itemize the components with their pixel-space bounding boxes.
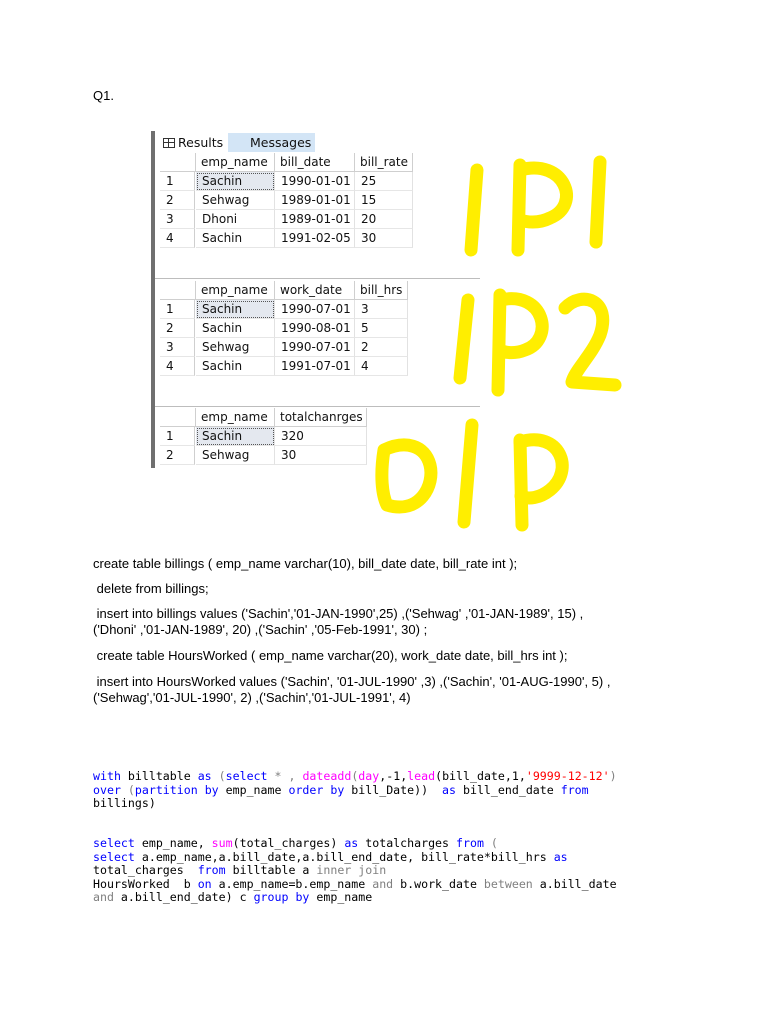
code-token: emp_name bbox=[218, 782, 289, 797]
row-number: 4 bbox=[160, 229, 195, 248]
code-token: bill_Date)) bbox=[344, 782, 443, 797]
grid-cell[interactable]: 1990-07-01 bbox=[275, 338, 355, 357]
code-token: between bbox=[483, 876, 533, 891]
code-token: and bbox=[93, 890, 114, 904]
handwriting-op bbox=[382, 425, 562, 525]
grid-cell[interactable]: 2 bbox=[355, 338, 408, 357]
code-token: and bbox=[372, 876, 394, 891]
column-header[interactable]: bill_date bbox=[275, 153, 355, 172]
code-token: inner join bbox=[316, 863, 387, 877]
handwriting-ip1 bbox=[471, 162, 600, 250]
code-token: a.bill_end_date) c bbox=[113, 890, 254, 904]
code-token: total_charges bbox=[93, 863, 198, 877]
code-query-aggregate bbox=[93, 837, 617, 905]
row-number: 2 bbox=[160, 319, 195, 338]
column-header[interactable]: totalchanrges bbox=[275, 408, 367, 427]
code-token: from bbox=[197, 863, 226, 877]
grid-cell[interactable]: Sehwag bbox=[196, 191, 275, 210]
code-token: as bbox=[553, 849, 568, 864]
code-token: a.emp_name,a.bill_date,a.bill_end_date, bill_rate*bill_hrs bbox=[134, 849, 554, 864]
code-token: ,-1, bbox=[379, 769, 408, 783]
tab-messages-label: Messages bbox=[250, 135, 312, 150]
grid-cell[interactable]: 3 bbox=[355, 300, 408, 319]
handwriting-ip2 bbox=[460, 295, 615, 390]
grid-cell[interactable]: 20 bbox=[355, 210, 413, 229]
grid-cell[interactable]: 30 bbox=[275, 446, 367, 465]
code-token: a.emp_name=b.emp_name bbox=[211, 876, 373, 891]
code-token: ( bbox=[351, 769, 359, 783]
grid-cell[interactable]: Sachin bbox=[196, 357, 275, 376]
code-token: as bbox=[197, 769, 212, 783]
code-token: lead bbox=[407, 769, 436, 783]
row-number: 2 bbox=[160, 446, 195, 465]
column-header[interactable]: emp_name bbox=[196, 408, 275, 427]
grid-cell[interactable]: 320 bbox=[275, 427, 367, 446]
grid-corner bbox=[160, 408, 196, 427]
code-token: order by bbox=[288, 782, 345, 797]
code-token: HoursWorked b bbox=[93, 876, 198, 891]
code-token: emp_name, bbox=[134, 836, 212, 850]
row-number: 3 bbox=[160, 338, 195, 357]
code-token: from bbox=[456, 836, 484, 850]
grid-cell[interactable]: 1989-01-01 bbox=[275, 210, 355, 229]
code-token: b.work_date bbox=[393, 876, 484, 891]
column-header[interactable]: emp_name bbox=[196, 281, 275, 300]
code-token: select bbox=[225, 769, 268, 783]
grid-cell[interactable]: 1991-02-05 bbox=[275, 229, 355, 248]
results-left-border bbox=[151, 131, 155, 468]
code-token: (bill_date,1, bbox=[435, 769, 526, 783]
handwritten-annotations bbox=[360, 150, 640, 540]
grid-cell[interactable]: Sachin bbox=[196, 229, 275, 248]
statement-create-billings: create table billings ( emp_name varchar(10), bill_date date, bill_rate int ); bbox=[93, 556, 518, 571]
code-token: as bbox=[344, 836, 359, 850]
statement-insert-hoursworked: insert into HoursWorked values ('Sachin', '01-JUL-1990' ,3) ,('Sachin', '01-AUG-1990', 5) , ('Sehwag','01-JUL-1990', 2) ,('Sachin','01-JUL-1991', 4) bbox=[93, 674, 611, 705]
code-token: select bbox=[93, 849, 135, 864]
code-token: ( bbox=[120, 782, 135, 797]
code-token: partition by bbox=[134, 782, 219, 797]
code-token: group by bbox=[253, 890, 310, 904]
code-token: bill_end_date bbox=[456, 782, 561, 797]
grid-cell[interactable]: 1990-08-01 bbox=[275, 319, 355, 338]
grid-cell[interactable]: Sachin bbox=[196, 300, 275, 319]
code-token: day bbox=[358, 769, 380, 783]
grid-cell[interactable]: Sehwag bbox=[196, 338, 275, 357]
grid-cell[interactable]: Dhoni bbox=[196, 210, 275, 229]
code-token: ( bbox=[483, 836, 498, 850]
grid-cell[interactable]: 1991-07-01 bbox=[275, 357, 355, 376]
grid-cell[interactable]: 1990-07-01 bbox=[275, 300, 355, 319]
code-token: on bbox=[197, 876, 212, 891]
statement-insert-billings: insert into billings values ('Sachin','01-JAN-1990',25) ,('Sehwag' ,'01-JAN-1989', 15) , ('Dhoni' ,'01-JAN-1989', 20) ,('Sachin' ,'05-Feb-1991', 30) ; bbox=[93, 606, 584, 637]
code-token: totalcharges bbox=[358, 836, 457, 850]
grid-cell[interactable]: 30 bbox=[355, 229, 413, 248]
code-token: sum bbox=[211, 836, 233, 850]
grid-corner bbox=[160, 153, 196, 172]
code-token: billtable bbox=[120, 769, 198, 783]
row-number: 1 bbox=[160, 172, 195, 191]
row-number: 3 bbox=[160, 210, 195, 229]
code-token: ( bbox=[211, 769, 226, 783]
grid-cell[interactable]: 4 bbox=[355, 357, 408, 376]
grid-cell[interactable]: 5 bbox=[355, 319, 408, 338]
grid-cell[interactable]: Sachin bbox=[196, 427, 275, 446]
code-token: billtable a bbox=[225, 863, 317, 877]
question-label: Q1. bbox=[93, 88, 114, 103]
row-number: 1 bbox=[160, 427, 195, 446]
tab-results-label: Results bbox=[178, 135, 224, 150]
grid-icon bbox=[163, 138, 175, 148]
row-number: 4 bbox=[160, 357, 195, 376]
tab-results[interactable] bbox=[159, 133, 227, 152]
code-token: (total_charges) bbox=[232, 836, 345, 850]
grid-cell[interactable]: 1990-01-01 bbox=[275, 172, 355, 191]
code-query-cte bbox=[93, 770, 617, 811]
grid-cell[interactable]: 15 bbox=[355, 191, 413, 210]
code-token: ) bbox=[609, 769, 617, 783]
grid-corner bbox=[160, 281, 196, 300]
grid-cell[interactable]: Sachin bbox=[196, 319, 275, 338]
column-header[interactable]: bill_rate bbox=[355, 153, 413, 172]
grid-cell[interactable]: 25 bbox=[355, 172, 413, 191]
code-token: with bbox=[93, 769, 121, 783]
code-token: from bbox=[560, 782, 589, 797]
row-number: 2 bbox=[160, 191, 195, 210]
column-header[interactable]: emp_name bbox=[196, 153, 275, 172]
tab-messages[interactable] bbox=[228, 133, 315, 152]
grid-cell[interactable]: 1989-01-01 bbox=[275, 191, 355, 210]
column-header[interactable]: work_date bbox=[275, 281, 355, 300]
grid-cell[interactable]: Sachin bbox=[196, 172, 275, 191]
code-token: dateadd bbox=[302, 769, 352, 783]
code-token: emp_name bbox=[309, 890, 373, 904]
column-header[interactable]: bill_hrs bbox=[355, 281, 408, 300]
code-token: '9999-12-12' bbox=[525, 769, 610, 783]
row-number: 1 bbox=[160, 300, 195, 319]
statement-create-hoursworked: create table HoursWorked ( emp_name varchar(20), work_date date, bill_hrs int ); bbox=[93, 648, 568, 663]
code-token: over bbox=[93, 782, 121, 797]
code-token: billings) bbox=[93, 796, 156, 810]
code-token: as bbox=[442, 782, 457, 797]
code-token: * , bbox=[267, 769, 303, 783]
grid-cell[interactable]: Sehwag bbox=[196, 446, 275, 465]
statement-delete: delete from billings; bbox=[93, 581, 209, 596]
code-token: select bbox=[93, 836, 135, 850]
code-token: a.bill_date bbox=[532, 876, 617, 891]
